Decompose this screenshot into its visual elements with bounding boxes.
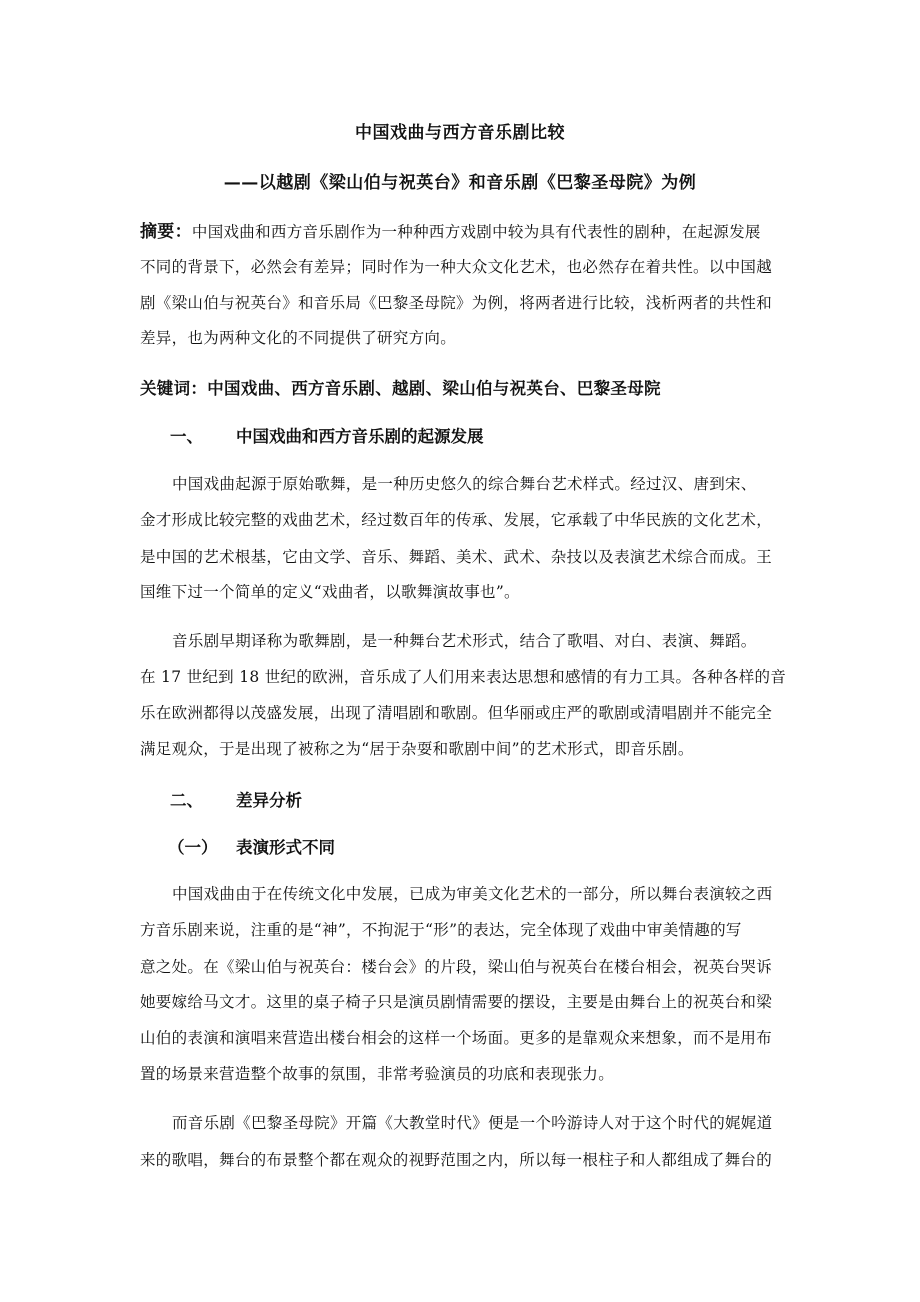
s1-para2-line-2: 在 17 世纪到 18 世纪的欧洲，音乐成了人们用来表达思想和感情的有力工具。各种各样的音 <box>140 668 787 686</box>
s2-para1-line-3: 意之处。在《梁山伯与祝英台：楼台会》的片段，梁山伯与祝英台在楼台相会，祝英台哭诉 <box>140 958 773 976</box>
s1-para1-line-1: 中国戏曲起源于原始歌舞，是一种历史悠久的综合舞台艺术样式。经过汉、唐到宋、 <box>172 475 757 493</box>
abstract-text: 中国戏曲和西方音乐剧作为一种种西方戏剧中较为具有代表性的剧种，在起源发展 <box>191 223 761 241</box>
abstract-line-4: 差异，也为两种文化的不同提供了研究方向。 <box>140 329 457 347</box>
section-1-title: 中国戏曲和西方音乐剧的起源发展 <box>236 427 484 446</box>
abstract-label: 摘要： <box>140 222 192 242</box>
s2-para2-line-1: 而音乐剧《巴黎圣母院》开篇《大教堂时代》便是一个吟游诗人对于这个时代的娓娓道 <box>172 1114 773 1132</box>
keywords: 关键词：中国戏曲、西方音乐剧、越剧、梁山伯与祝英台、巴黎圣母院 <box>140 379 661 398</box>
section-2-title: 差异分析 <box>236 791 302 810</box>
s2-para2-line-2: 来的歌唱，舞台的布景整个都在观众的视野范围之内，所以每一根柱子和人都组成了舞台的 <box>140 1151 773 1169</box>
s1-para2-line-4: 满足观众，于是出现了被称之为“居于杂耍和歌剧中间”的艺术形式，即音乐剧。 <box>140 740 694 758</box>
s2-para1-line-2: 方音乐剧来说，注重的是“神”，不拘泥于“形”的表达，完全体现了戏曲中审美情趣的写 <box>140 921 742 939</box>
subsection-1-number: （一） <box>168 838 218 857</box>
s1-para1-line-4: 国维下过一个简单的定义“戏曲者，以歌舞演故事也”。 <box>140 583 520 601</box>
s2-para1-line-5: 山伯的表演和演唱来营造出楼台相会的这样一个场面。更多的是靠观众来想象，而不是用布 <box>140 1029 773 1047</box>
s1-para2-line-3: 乐在欧洲都得以茂盛发展，出现了清唱剧和歌剧。但华丽或庄严的歌剧或清唱剧并不能完全 <box>140 704 773 722</box>
s2-para1-line-1: 中国戏曲由于在传统文化中发展，已成为审美文化艺术的一部分，所以舞台表演较之西 <box>172 885 773 903</box>
subsection-1-title: 表演形式不同 <box>236 838 335 857</box>
section-1-number: 一、 <box>170 427 203 446</box>
s1-para1-line-2: 金才形成比较完整的戏曲艺术，经过数百年的传承、发展，它承载了中华民族的文化艺术， <box>140 511 773 529</box>
s1-para1-line-3: 是中国的艺术根基，它由文学、音乐、舞蹈、美术、武术、杂技以及表演艺术综合而成。王 <box>140 548 773 566</box>
s2-para1-line-4: 她要嫁给马文才。这里的桌子椅子只是演员剧情需要的摆设，主要是由舞台上的祝英台和梁 <box>140 993 773 1011</box>
section-2-number: 二、 <box>170 791 203 810</box>
abstract-line-3: 剧《梁山伯与祝英台》和音乐局《巴黎圣母院》为例，将两者进行比较，浅析两者的共性和 <box>140 294 773 312</box>
document-title: 中国戏曲与西方音乐剧比较 <box>355 123 565 143</box>
abstract-line-2: 不同的背景下，必然会有差异；同时作为一种大众文化艺术，也必然存在着共性。以中国越 <box>140 258 773 276</box>
s1-para2-line-1: 音乐剧早期译称为歌舞剧，是一种舞台艺术形式，结合了歌唱、对白、表演、舞蹈。 <box>172 632 757 650</box>
document-subtitle: ——以越剧《梁山伯与祝英台》和音乐剧《巴黎圣母院》为例 <box>223 173 697 193</box>
s2-para1-line-6: 置的场景来营造整个故事的氛围，非常考验演员的功底和表现张力。 <box>140 1065 615 1083</box>
abstract-line-1 <box>140 217 790 242</box>
